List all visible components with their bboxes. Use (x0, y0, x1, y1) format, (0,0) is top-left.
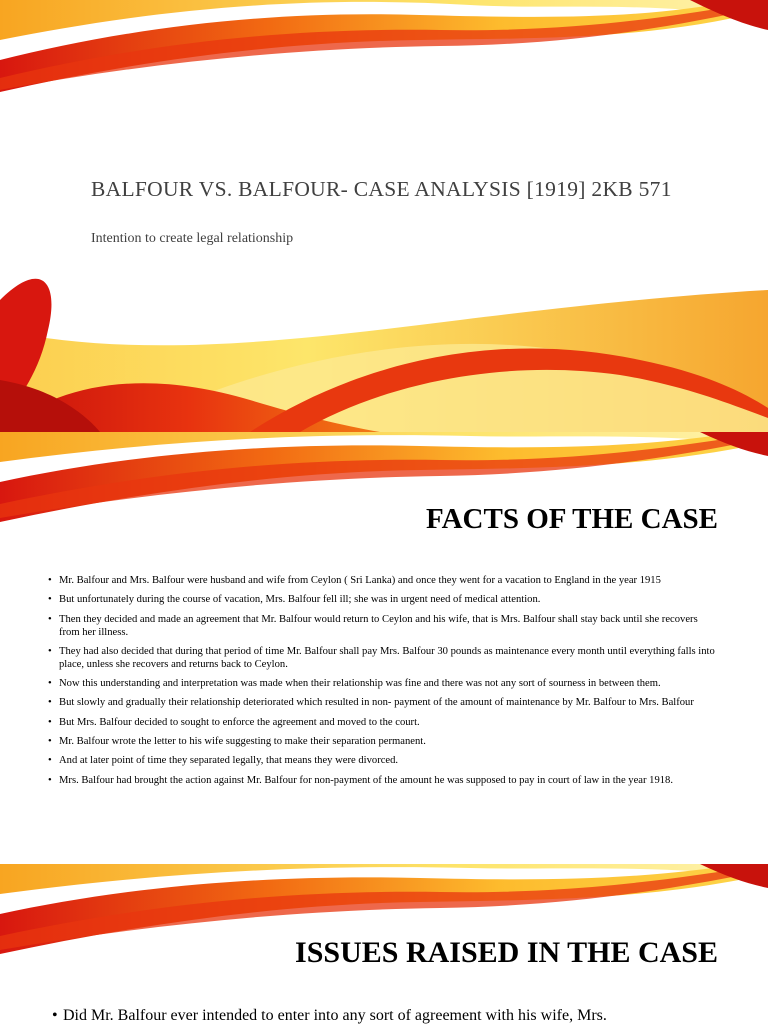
ribbon-decoration-bottom (0, 0, 768, 432)
list-item: • Now this understanding and interpretation was made when their relationship was fine and there was not any sort of sourness in between them. (48, 677, 720, 690)
list-item: • And at later point of time they separated legally, that means they were divorced. (48, 754, 720, 767)
presentation-title: BALFOUR VS. BALFOUR- CASE ANALYSIS [1919] 2KB 571 (91, 177, 672, 201)
list-item: • Mr. Balfour wrote the letter to his wife suggesting to make their separation permanent. (48, 735, 720, 748)
facts-list (48, 574, 720, 793)
slide-heading: FACTS OF THE CASE (426, 503, 718, 535)
list-item: • Mr. Balfour and Mrs. Balfour were husband and wife from Ceylon ( Sri Lanka) and once they went for a vacation to England in the year 1915 (48, 574, 720, 587)
facts-slide (0, 432, 768, 864)
title-slide (0, 0, 768, 432)
issues-list (52, 1006, 732, 1024)
presentation-subtitle: Intention to create legal relationship (91, 231, 294, 246)
list-item: • But Mrs. Balfour decided to sought to enforce the agreement and moved to the court. (48, 716, 720, 729)
list-item: • Did Mr. Balfour ever intended to enter into any sort of agreement with his wife, Mrs. (52, 1006, 732, 1024)
list-item: • Then they decided and made an agreement that Mr. Balfour would return to Ceylon and his wife, that is Mrs. Balfour shall stay back until she recovers from her illness. (48, 613, 720, 639)
list-item: • Mrs. Balfour had brought the action against Mr. Balfour for non-payment of the amount he was supposed to pay in court of law in the year 1918. (48, 774, 720, 787)
slide-heading: ISSUES RAISED IN THE CASE (295, 936, 718, 969)
list-item: • But slowly and gradually their relationship deteriorated which resulted in non- payment of the amount of maintenance by Mr. Balfour to Mrs. Balfour (48, 696, 720, 709)
issues-slide (0, 864, 768, 1024)
list-item: • But unfortunately during the course of vacation, Mrs. Balfour fell ill; she was in urgent need of medical attention. (48, 593, 720, 606)
list-item: • They had also decided that during that period of time Mr. Balfour shall pay Mrs. Balfour 30 pounds as maintenance every month until everything falls into place, unless she recovers and returns back to Ceylon. (48, 645, 720, 671)
